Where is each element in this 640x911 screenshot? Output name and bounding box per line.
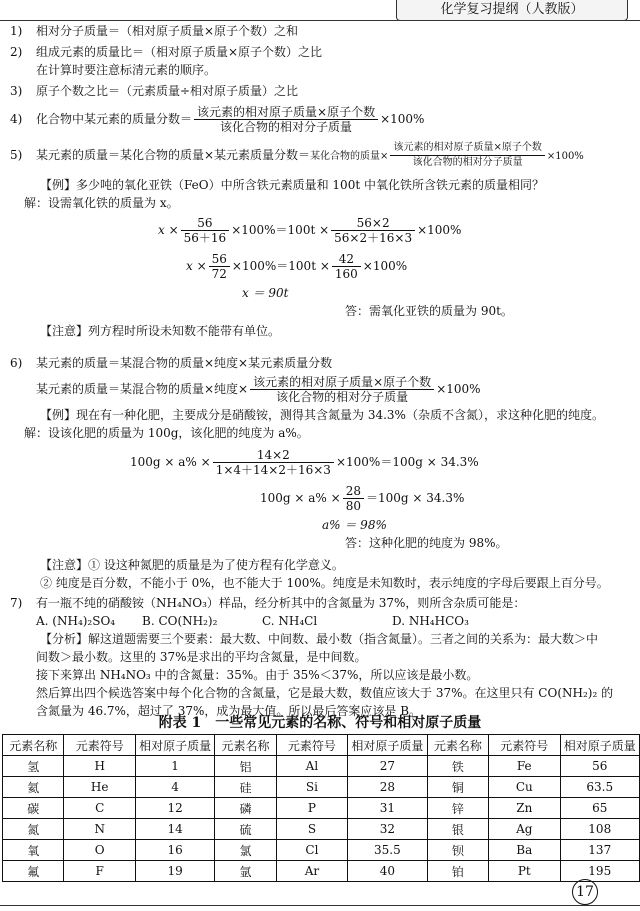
eq-part: ×100%＝100g × 34.3%: [335, 455, 479, 469]
table-cell: 氦: [3, 777, 64, 798]
table-cell: 氧: [3, 840, 64, 861]
fraction: [181, 216, 230, 245]
table-cell: 氮: [3, 819, 64, 840]
eq-part: ＝100g × 34.3%: [365, 491, 465, 505]
denominator: 160: [334, 267, 358, 281]
table-cell: 108: [560, 819, 640, 840]
numerator: 42: [332, 252, 361, 267]
formula-mid: 某化合物的质量×: [310, 151, 389, 162]
table-header-row: [3, 735, 640, 756]
denominator: 56＋16: [183, 231, 227, 245]
table-cell: Ar: [276, 861, 347, 882]
numerator: 14×2: [213, 448, 334, 463]
item-text: 某元素的质量＝某混合物的质量×纯度×某元素质量分数: [36, 356, 333, 370]
analysis-text: 含氮量为 46.7%，超过了 37%，成为最大值。所以最后答案应该是 B。: [36, 704, 422, 718]
example-2-answer: [10, 534, 630, 552]
table-cell: 硫: [215, 819, 276, 840]
note-text: 【注意】列方程时所设未知数不能带有单位。: [40, 324, 281, 338]
table-cell: 钡: [427, 840, 488, 861]
equation-line: x ＝ 90t: [242, 286, 289, 300]
fraction: [209, 252, 230, 281]
formula-lhs: 某元素的质量＝某混合物的质量×纯度×: [36, 382, 249, 396]
item-text: 组成元素的质量比＝（相对原子质量×原子个数）之比: [36, 45, 323, 59]
numerator: 56×2: [331, 216, 415, 231]
formula-lhs: 化合物中某元素的质量分数＝: [36, 112, 193, 126]
note-text: 【注意】① 设这种氮肥的质量是为了使方程有化学意义。: [40, 558, 344, 572]
column-header: 元素符号: [489, 735, 560, 756]
eq-part: ×100%: [417, 223, 462, 237]
table-cell: C: [64, 798, 135, 819]
item-number: 4): [10, 112, 23, 126]
fraction: [390, 141, 544, 170]
document-body: [10, 22, 630, 720]
item-2-note: [10, 61, 630, 79]
header-rule: [0, 20, 640, 21]
item-text: 原子个数之比＝（元素质量÷相对原子质量）之比: [36, 84, 299, 98]
fraction: [332, 252, 361, 281]
table-cell: 16: [135, 840, 214, 861]
element-table: [2, 734, 640, 882]
answer-text: 答：需氧化亚铁的质量为 90t。: [345, 304, 513, 318]
table-cell: 氯: [215, 840, 276, 861]
fraction: [194, 105, 378, 134]
denominator: 该化合物的相对分子质量: [276, 390, 409, 404]
equation-line: [158, 212, 461, 248]
item-3: [10, 82, 630, 100]
table-cell: 195: [560, 861, 640, 882]
example-1-note: [10, 322, 630, 340]
table-cell: 铂: [427, 861, 488, 882]
example-2-solve: [10, 424, 630, 442]
table-cell: 氢: [3, 756, 64, 777]
table-row: [3, 840, 640, 861]
item-number: 5): [10, 148, 23, 162]
item-5: [10, 138, 630, 172]
denominator: 72: [211, 267, 227, 281]
table-cell: O: [64, 840, 135, 861]
numerator: 该元素的相对原子质量×原子个数: [390, 141, 544, 156]
example-2-note-2: [10, 574, 630, 592]
analysis-line: [10, 666, 630, 684]
example-2-note-1: [10, 556, 630, 574]
fraction: [250, 375, 434, 404]
column-header: 元素符号: [64, 735, 135, 756]
eq-part: ×100%: [362, 259, 408, 273]
table-cell: Zn: [489, 798, 560, 819]
table-cell: 31: [348, 798, 427, 819]
example-1-eq2: [10, 248, 630, 284]
example-1-answer: [10, 302, 630, 320]
example-2-eq3: [10, 516, 630, 534]
numerator: 该元素的相对原子质量×原子个数: [250, 375, 434, 390]
solution-setup: 解：设该化肥的质量为 100g，该化肥的纯度为 a%。: [24, 426, 309, 440]
table-cell: 40: [348, 861, 427, 882]
table-cell: P: [276, 798, 347, 819]
table-cell: Pt: [489, 861, 560, 882]
fraction: [331, 216, 415, 245]
note-text: ② 纯度是百分数，不能小于 0%，也不能大于 100%。纯度是未知数时，表示纯度的字母后要跟上百分号。: [40, 576, 609, 590]
item-text: 有一瓶不纯的硝酸铵（NH₄NO₃）样品，经分析其中的含氮量为 37%，则所含杂质可能是：: [36, 596, 526, 610]
table-cell: 铜: [427, 777, 488, 798]
fraction: [213, 448, 334, 477]
page-header-title: 化学复习提纲（人教版）: [396, 0, 628, 21]
analysis-line: [10, 684, 630, 702]
analysis-text: 然后算出四个候选答案中每个化合物的含氮量，它是最大数，数值应该大于 37%。在这里只有 CO(NH₂)₂ 的: [36, 686, 614, 700]
example-2-eq2: [10, 480, 630, 516]
page-number: 17: [572, 879, 598, 905]
example-question: 【例】现在有一种化肥，主要成分是硝酸铵，测得其含氮量为 34.3%（杂质不含氮），求这种化肥的纯度。: [40, 408, 604, 422]
table-cell: Cu: [489, 777, 560, 798]
table-cell: 磷: [215, 798, 276, 819]
analysis-line: [10, 630, 630, 648]
table-cell: 铁: [427, 756, 488, 777]
example-2-question: [10, 406, 630, 424]
table-row: [3, 861, 640, 882]
column-header: 元素名称: [3, 735, 64, 756]
table-cell: 锌: [427, 798, 488, 819]
table-cell: He: [64, 777, 135, 798]
denominator: 该化合物的相对分子质量: [220, 120, 353, 134]
eq-part: x ×: [186, 259, 207, 273]
column-header: 相对原子质量: [348, 735, 427, 756]
equation-line: [130, 444, 479, 480]
option-a: A. (NH₄)₂SO₄: [36, 614, 116, 628]
formula-element-mass: [36, 138, 584, 174]
column-header: 元素符号: [276, 735, 347, 756]
eq-part: 100g × a% ×: [130, 455, 211, 469]
column-header: 元素名称: [427, 735, 488, 756]
eq-part: ×100%＝100t ×: [231, 259, 330, 273]
analysis-text: 【分析】解这道题需要三个要素：最大数、中间数、最小数（指含氮量）。三者之间的关系为：最大数＞中: [40, 632, 599, 646]
table-cell: 35.5: [348, 840, 427, 861]
table-cell: 137: [560, 840, 640, 861]
eq-part: x ×: [158, 223, 179, 237]
table-cell: 63.5: [560, 777, 640, 798]
denominator: 56×2＋16×3: [334, 231, 413, 245]
option-d: D. NH₄HCO₃: [392, 614, 469, 628]
analysis-line: [10, 648, 630, 666]
column-header: 相对原子质量: [135, 735, 214, 756]
table-cell: 12: [135, 798, 214, 819]
table-cell: 4: [135, 777, 214, 798]
item-2: [10, 43, 630, 61]
option-c: C. NH₄Cl: [262, 614, 318, 628]
item-number: 1): [10, 24, 23, 38]
denominator: 该化合物的相对分子质量: [412, 157, 523, 168]
table-cell: Ba: [489, 840, 560, 861]
item-6: [10, 354, 630, 372]
table-cell: 56: [560, 756, 640, 777]
equation-line: [260, 480, 464, 516]
formula-rhs: ×100%: [380, 112, 425, 126]
table-cell: Ag: [489, 819, 560, 840]
analysis-text: 接下来算出 NH₄NO₃ 中的含氮量：35%。由于 35%＜37%，所以应该是最小数。: [36, 668, 479, 682]
equation-line: [186, 248, 407, 284]
solution-setup: 解：设需氧化铁的质量为 x。: [24, 196, 179, 210]
table-row: [3, 819, 640, 840]
analysis-text: 间数＞最小数。这里的 37%是求出的平均含氮量，是中间数。: [36, 650, 367, 664]
column-header: 相对原子质量: [560, 735, 640, 756]
example-question: 【例】多少吨的氧化亚铁（FeO）中所含铁元素质量和 100t 中氧化铁所含铁元素的质量相同？: [40, 178, 544, 192]
item-number: 2): [10, 45, 23, 59]
formula-mass-fraction: [36, 102, 424, 136]
table-cell: Fe: [489, 756, 560, 777]
table-cell: Si: [276, 777, 347, 798]
eq-part: 100g × a% ×: [260, 491, 341, 505]
table-cell: 氩: [215, 861, 276, 882]
denominator: 80: [345, 499, 361, 513]
table-cell: 银: [427, 819, 488, 840]
item-7-options: [10, 612, 630, 630]
table-cell: H: [64, 756, 135, 777]
formula-mixture-mass: [36, 372, 481, 406]
table-row: [3, 777, 640, 798]
column-header: 元素名称: [215, 735, 276, 756]
table-cell: Cl: [276, 840, 347, 861]
example-1-eq3: [10, 284, 630, 302]
denominator: 1×4＋14×2＋16×3: [215, 463, 331, 477]
item-1: [10, 22, 630, 40]
item-7: [10, 594, 630, 612]
table-row: [3, 756, 640, 777]
table-cell: 65: [560, 798, 640, 819]
table-cell: N: [64, 819, 135, 840]
formula-lhs: 某元素的质量＝某化合物的质量×某元素质量分数＝: [36, 148, 311, 162]
item-number: 3): [10, 84, 23, 98]
table-cell: 14: [135, 819, 214, 840]
table-caption: 附表 1 一些常见元素的名称、符号和相对原子质量: [158, 715, 482, 731]
option-b: B. CO(NH₂)₂: [142, 614, 218, 628]
table-cell: 19: [135, 861, 214, 882]
numerator: 28: [343, 484, 364, 499]
item-note: 在计算时要注意标清元素的顺序。: [36, 63, 217, 77]
formula-rhs: ×100%: [436, 382, 481, 396]
eq-part: ×100%＝100t ×: [231, 223, 330, 237]
table-cell: 碳: [3, 798, 64, 819]
item-number: 6): [10, 356, 23, 370]
example-1-solve: [10, 194, 630, 212]
table-cell: 1: [135, 756, 214, 777]
table-cell: 铝: [215, 756, 276, 777]
answer-text: 答：这种化肥的纯度为 98%。: [345, 536, 508, 550]
table-cell: 28: [348, 777, 427, 798]
item-number: 7): [10, 596, 23, 610]
table-cell: Al: [276, 756, 347, 777]
numerator: 该元素的相对原子质量×原子个数: [194, 105, 378, 120]
table-cell: 32: [348, 819, 427, 840]
table-row: [3, 798, 640, 819]
table-cell: 27: [348, 756, 427, 777]
footer-rule: [0, 905, 640, 906]
example-1-question: [10, 176, 630, 194]
numerator: 56: [209, 252, 230, 267]
table-cell: 氟: [3, 861, 64, 882]
table-cell: S: [276, 819, 347, 840]
fraction: [343, 484, 364, 513]
example-1-eq1: [10, 212, 630, 248]
table-cell: 硅: [215, 777, 276, 798]
item-6-formula: [10, 372, 630, 406]
example-2-eq1: [10, 444, 630, 480]
numerator: 56: [181, 216, 230, 231]
formula-rhs: ×100%: [546, 151, 584, 162]
item-4: [10, 102, 630, 136]
item-text: 相对分子质量＝（相对原子质量×原子个数）之和: [36, 24, 299, 38]
equation-line: a% ＝ 98%: [322, 518, 387, 532]
table-body: [3, 756, 640, 882]
table-cell: F: [64, 861, 135, 882]
